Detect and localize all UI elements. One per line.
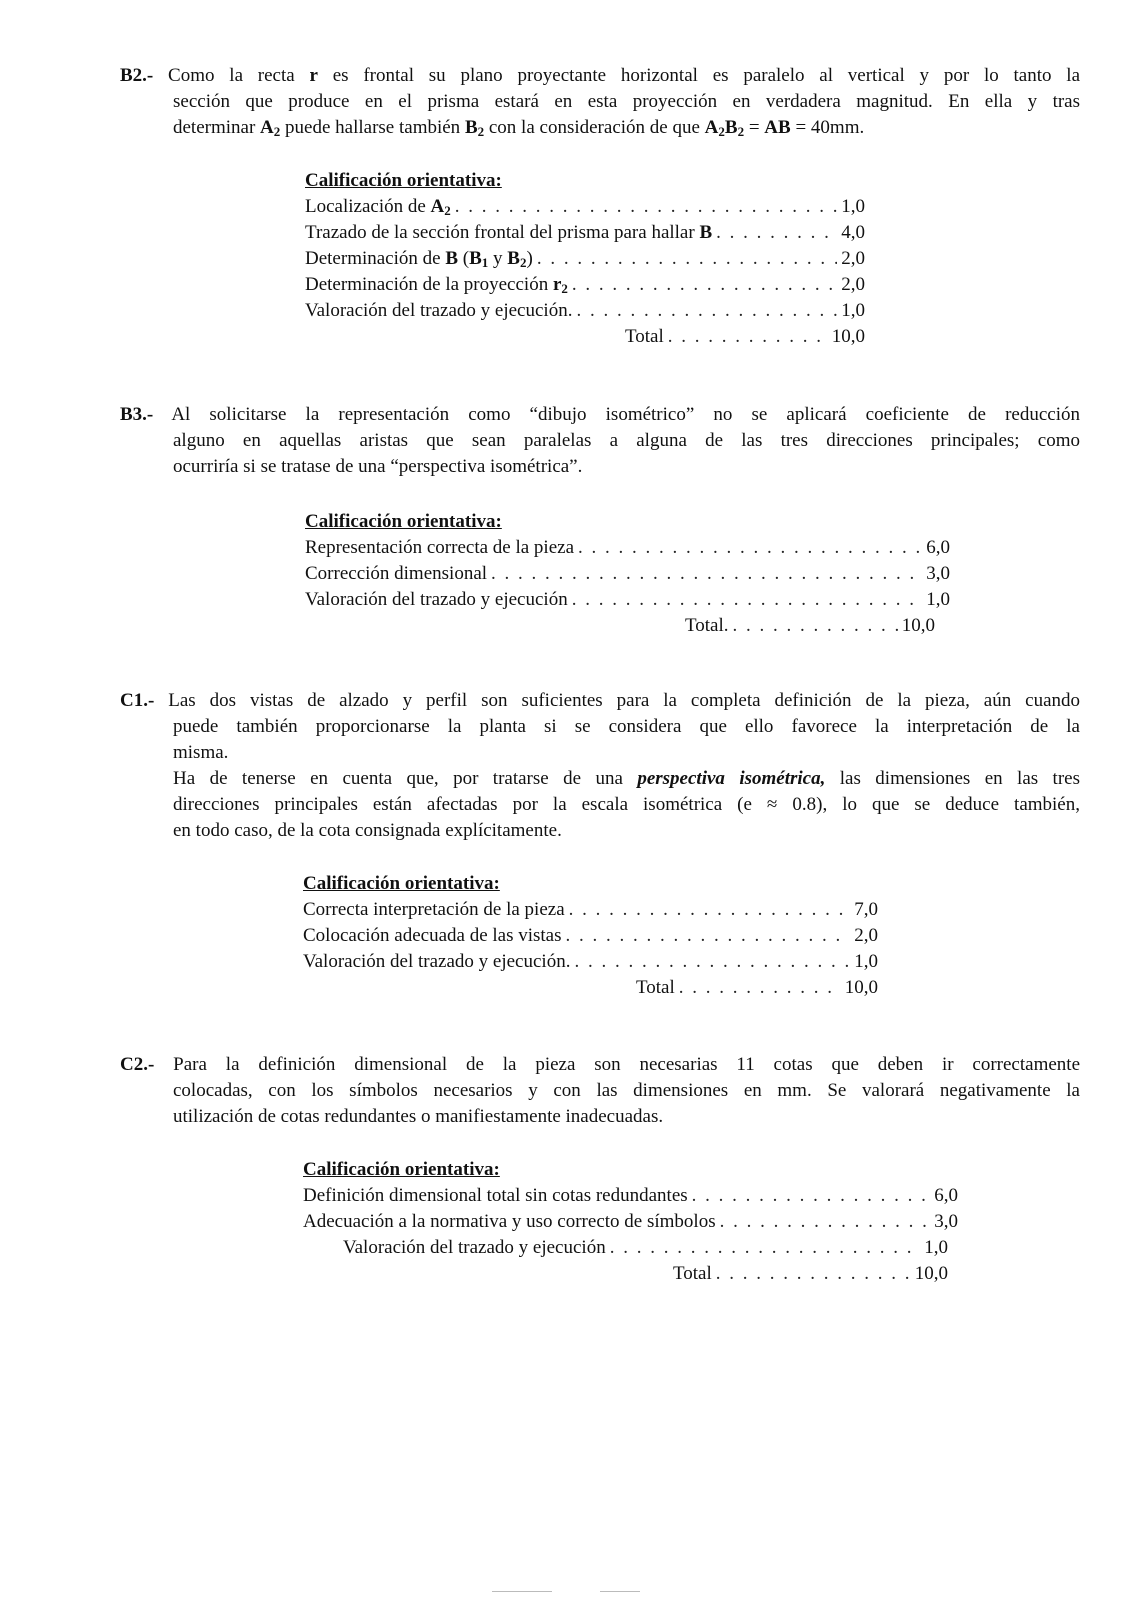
b2-grade-label: Trazado de la sección frontal del prisma para hallar B: [305, 222, 713, 243]
b2-grade-value: 1,0: [841, 300, 865, 321]
b2-grade-label: Determinación de la proyección $r_2$: [305, 274, 568, 296]
c2-grade-value: 6,0: [934, 1185, 958, 1206]
c2-label: C2.-: [120, 1054, 155, 1075]
b3-grade-value: 6,0: [926, 537, 950, 558]
c2-grade-value: 3,0: [934, 1211, 958, 1232]
c1-grade-row: [303, 923, 878, 949]
b3-grade-row: [305, 535, 950, 561]
c1-grade-label: Colocación adecuada de las vistas: [303, 925, 562, 946]
b2-line3-a: determinar: [173, 117, 256, 138]
b2-line-3: determinar $A_2$ puede hallarse también $B_2$ con la consideración de que $A_2B_2$ = AB = 40mm.: [173, 117, 865, 139]
b2-grade-value: 2,0: [841, 248, 865, 269]
b2-grade-value: 4,0: [841, 222, 865, 243]
c1-para2-line-2: direcciones principales están afectadas por la escala isométrica (e ≈ 0.8), lo que se deduce también,: [173, 794, 1080, 815]
b2-line3-c: con la consideración de que: [488, 117, 700, 138]
c1-para2-line-3: en todo caso, de la cota consignada explícitamente.: [173, 820, 562, 841]
c1-grade-row: [303, 897, 878, 923]
b3-total-value: 10,0: [901, 615, 935, 636]
b2-line-2: sección que produce en el prisma estará en esta proyección en verdadera magnitud. En ella y tras: [173, 91, 1080, 112]
b2-line1-text: Como la recta: [168, 65, 295, 86]
b2-grade-label: Valoración del trazado y ejecución.: [305, 300, 573, 321]
c1-line-1: [120, 688, 1080, 714]
c1-line1-text: Las dos vistas de alzado y perfil son suficientes para la completa definición de la pieza, aún cuando: [168, 690, 1080, 711]
c1-grade-total: [303, 975, 878, 1001]
b3-grade-row: [305, 587, 950, 613]
b2-grade-row: [305, 298, 865, 324]
scan-mark: [492, 1591, 552, 1592]
c2-grade-row: [303, 1235, 958, 1261]
b2-line3-b: puede hallarse también: [285, 117, 461, 138]
c1-line-2: puede también proporcionarse la planta si se considera que ello favorece la interpretación de la: [173, 716, 1080, 737]
c2-grading-title: Calificación orientativa:: [303, 1159, 500, 1180]
c1-grade-value: 1,0: [854, 951, 878, 972]
c1-para2-end: las dimensiones en las tres: [839, 768, 1080, 789]
b3-grading: [305, 509, 950, 639]
c2-grading: [303, 1157, 958, 1287]
b3-grade-label: Valoración del trazado y ejecución: [305, 589, 568, 610]
b2-label: B2.-: [120, 65, 154, 86]
b2-grade-row: [305, 220, 865, 246]
b2-total-value: 10,0: [831, 326, 865, 347]
b3-label: B3.-: [120, 404, 154, 425]
b2-grade-label: Localización de $A_2$: [305, 196, 451, 218]
c1-grade-row: [303, 949, 878, 975]
b2-line1-r: r: [309, 65, 318, 86]
b2-grade-value: 2,0: [841, 274, 865, 295]
b2-grade-total: [305, 324, 865, 350]
c1-para2-start: Ha de tenerse en cuenta que, por tratarse de una: [173, 768, 623, 789]
c1-para2-emph: perspectiva isométrica,: [637, 768, 826, 789]
c1-grading: [303, 871, 878, 1001]
b3-grade-value: 1,0: [926, 589, 950, 610]
b3-grading-title: Calificación orientativa:: [305, 511, 502, 532]
scan-mark: [600, 1591, 640, 1592]
c2-line-2: colocadas, con los símbolos necesarios y con las dimensiones en mm. Se valorará negativamente la: [173, 1080, 1080, 1101]
b3-line-1: [120, 402, 1080, 428]
b3-total-label: Total.: [685, 615, 729, 636]
c2-line-1: [120, 1052, 1080, 1078]
b2-grade-value: 1,0: [841, 196, 865, 217]
c2-grade-label: Adecuación a la normativa y uso correcto de símbolos: [303, 1211, 716, 1232]
b2-grading-title: Calificación orientativa:: [305, 170, 502, 191]
c1-grading-title: Calificación orientativa:: [303, 873, 500, 894]
b3-grade-label: Representación correcta de la pieza: [305, 537, 575, 558]
b2-grade-row: [305, 194, 865, 220]
b2-line1-rest: es frontal su plano proyectante horizontal es paralelo al vertical y por lo tanto la: [332, 65, 1081, 86]
c1-total-value: 10,0: [844, 977, 878, 998]
c1-grade-label: Correcta interpretación de la pieza: [303, 899, 565, 920]
b2-grade-row: [305, 272, 865, 298]
b3-grade-row: [305, 561, 950, 587]
c1-total-label: Total: [636, 977, 675, 998]
c1-grade-value: 2,0: [854, 925, 878, 946]
c2-grade-value: 1,0: [924, 1237, 948, 1258]
b3-line-3: ocurriría si se tratase de una “perspectiva isométrica”.: [173, 456, 583, 477]
c2-grade-label: Valoración del trazado y ejecución: [343, 1237, 606, 1258]
c1-line-3: misma.: [173, 742, 229, 763]
b3-line1-text: Al solicitarse la representación como “dibujo isométrico” no se aplicará coeficiente de reducción: [171, 404, 1081, 425]
c1-para2-line-1: [173, 766, 1080, 792]
b2-line3-d: = 40mm.: [795, 117, 865, 138]
b2-line-1: [120, 63, 1080, 89]
c2-grade-row: [303, 1183, 958, 1209]
c1-label: C1.-: [120, 690, 155, 711]
c1-grade-label: Valoración del trazado y ejecución.: [303, 951, 571, 972]
c2-total-label: Total: [673, 1263, 712, 1284]
c2-grade-total: [303, 1261, 958, 1287]
b2-grade-row: [305, 246, 865, 272]
c2-line-3: utilización de cotas redundantes o manifiestamente inadecuadas.: [173, 1106, 664, 1127]
b2-grading: [305, 168, 865, 350]
c2-line1-text: Para la definición dimensional de la pieza son necesarias 11 cotas que deben ir correctamente: [173, 1054, 1080, 1075]
b3-grade-value: 3,0: [926, 563, 950, 584]
b2-total-label: Total: [625, 326, 664, 347]
c1-grade-value: 7,0: [854, 899, 878, 920]
c2-grade-label: Definición dimensional total sin cotas redundantes: [303, 1185, 688, 1206]
b3-grade-total: [305, 613, 950, 639]
c2-total-value: 10,0: [914, 1263, 948, 1284]
c2-grade-row: [303, 1209, 958, 1235]
b3-grade-label: Corrección dimensional: [305, 563, 488, 584]
b2-grade-label: Determinación de B ($B_1$ y $B_2$): [305, 248, 533, 270]
b3-line-2: alguno en aquellas aristas que sean paralelas a alguna de las tres direcciones principales; como: [173, 430, 1080, 451]
